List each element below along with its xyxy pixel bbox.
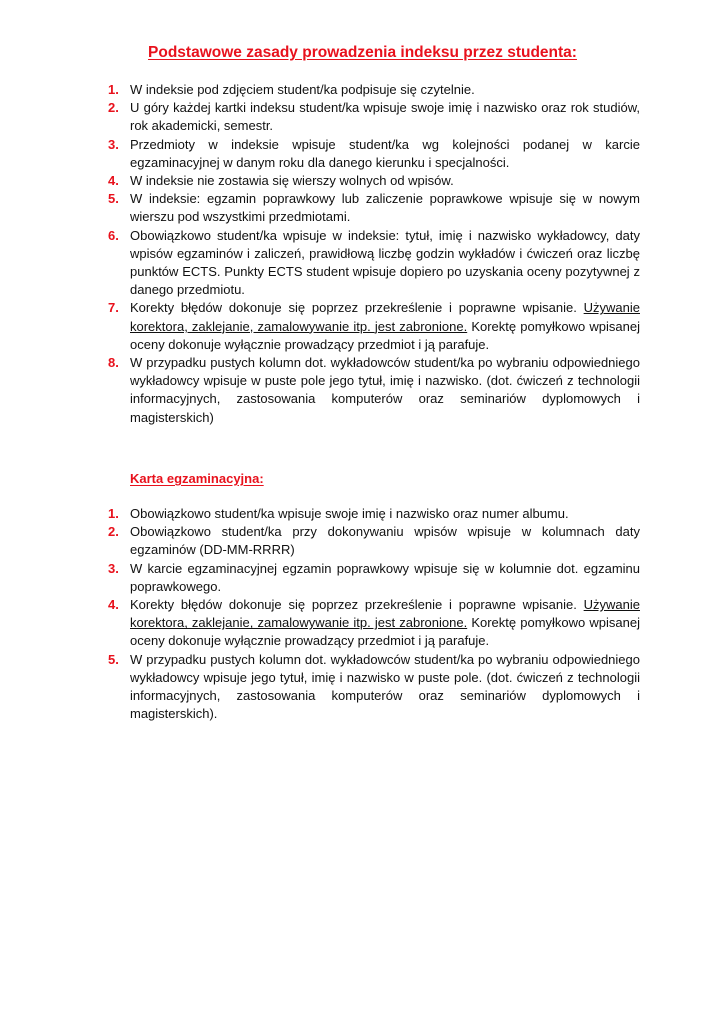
item-text: U góry każdej kartki indeksu student/ka wpisuje swoje imię i nazwisko oraz rok studiów, rok akademicki, semestr.: [130, 100, 640, 134]
list-item: [108, 596, 640, 651]
prohibition-text: Używanie korektora, zaklejanie, zamalowywanie itp. jest zabronione.: [130, 300, 640, 334]
list-item: [108, 560, 640, 596]
section-title-exam-card: Karta egzaminacyjna:: [130, 471, 264, 486]
item-text: Obowiązkowo student/ka wpisuje swoje imię i nazwisko oraz numer albumu.: [130, 506, 569, 521]
list-item: [108, 190, 640, 226]
item-number: 5.: [108, 651, 119, 667]
item-text: W karcie egzaminacyjnej egzamin poprawkowy wpisuje się w kolumnie dot. egzaminu poprawkowego.: [130, 560, 640, 594]
item-number: 1.: [108, 506, 119, 521]
item-text-part: Korekty błędów dokonuje się poprzez przekreślenie i poprawne wpisanie.: [130, 300, 584, 316]
list-item: [108, 81, 640, 99]
item-text: W indeksie: egzamin poprawkowy lub zaliczenie poprawkowe wpisuje się w nowym wierszu pod wszystkimi przedmiotami.: [130, 191, 640, 225]
item-number: 3.: [108, 560, 119, 576]
prohibition-text: Używanie korektora, zaklejanie, zamalowywanie itp. jest zabronione.: [130, 597, 640, 631]
item-text-part: Korektę pomyłkowo wpisanej oceny dokonuje wyłącznie prowadzący przedmiot i ją parafuje.: [130, 318, 641, 352]
item-text: W indeksie pod zdjęciem student/ka podpisuje się czytelnie.: [130, 82, 475, 97]
item-number: 8.: [108, 355, 119, 371]
item-number: 2.: [108, 100, 119, 116]
item-text: [130, 299, 640, 354]
index-rules-list: [108, 81, 640, 427]
item-number: 3.: [108, 136, 119, 152]
item-text: Przedmioty w indeksie wpisuje student/ka wg kolejności podanej w karcie egzaminacyjnej w danym roku dla danego kierunku i specjalności.: [130, 136, 640, 170]
list-item: [108, 523, 640, 559]
item-number: 5.: [108, 191, 119, 207]
item-text: W przypadku pustych kolumn dot. wykładowców student/ka po wybraniu odpowiedniego wykładowcy wpisuje w puste pole jego tytuł, imię i nazwisko. (dot. ćwiczeń z technologii informacyjnych, zastosowania komputerów oraz seminariów dyplomowych i magisterskich): [130, 355, 640, 425]
list-item: [108, 172, 640, 190]
list-item: [108, 299, 640, 354]
item-text-part: Korekty błędów dokonuje się poprzez przekreślenie i poprawne wpisanie.: [130, 597, 584, 613]
item-number: 7.: [108, 300, 119, 316]
list-item: [108, 99, 640, 135]
exam-card-rules-list: [108, 505, 640, 723]
list-item: [108, 136, 640, 172]
list-item: [108, 354, 640, 427]
page-title: Podstawowe zasady prowadzenia indeksu przez studenta:: [148, 44, 577, 61]
item-text: Obowiązkowo student/ka wpisuje w indeksie: tytuł, imię i nazwisko wykładowcy, daty wpisów egzaminów i zaliczeń, prawidłową liczbę godzin wykładów i ćwiczeń oraz liczbę punktów ECTS. Punkty ECTS student wpisuje dopiero po uzyskania oceny pozytywnej z danego przedmiotu.: [130, 227, 640, 298]
item-number: 4.: [108, 173, 119, 189]
list-item: [108, 651, 640, 724]
item-text: Obowiązkowo student/ka przy dokonywaniu wpisów wpisuje w kolumnach daty egzaminów (DD-MM-RRRR): [130, 524, 640, 558]
item-text: W przypadku pustych kolumn dot. wykładowców student/ka po wybraniu odpowiedniego wykładowcy wpisuje jego tytuł, imię i nazwisko w puste pole. (dot. ćwiczeń z technologii informacyjnych, zastosowania komputerów oraz seminariów dyplomowych i magisterskich).: [130, 651, 640, 722]
item-number: 6.: [108, 227, 119, 243]
list-item: [108, 227, 640, 300]
list-item: [108, 505, 640, 523]
item-number: 1.: [108, 82, 119, 97]
item-text-part: Korektę pomyłkowo wpisanej oceny dokonuje wyłącznie prowadzący przedmiot i ją parafuje.: [130, 615, 641, 649]
item-text: W indeksie nie zostawia się wierszy wolnych od wpisów.: [130, 173, 454, 189]
item-number: 4.: [108, 597, 119, 613]
item-number: 2.: [108, 524, 119, 540]
item-text: [130, 596, 640, 651]
